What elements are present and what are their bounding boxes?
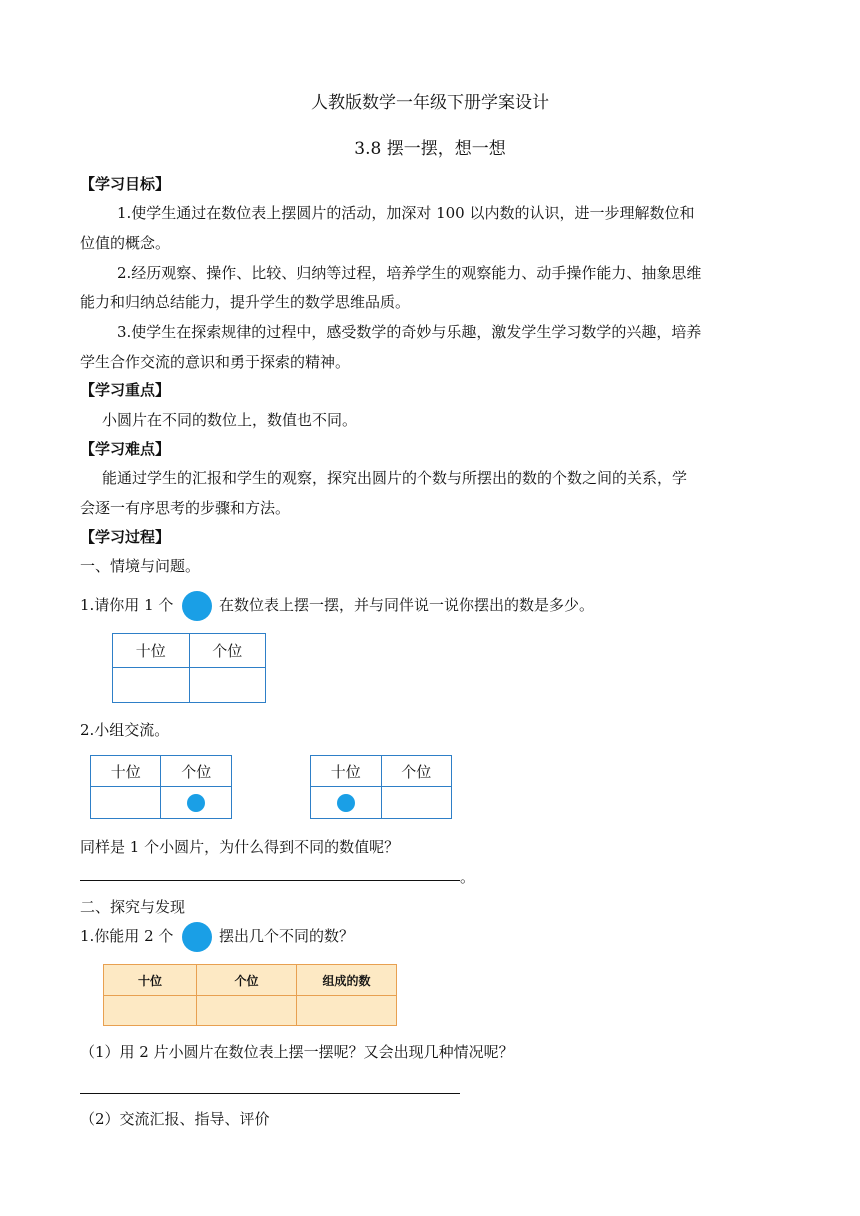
doc-title: 人教版数学一年级下册学案设计 xyxy=(311,93,549,113)
objective-2-line1: 2.经历观察、操作、比较、归纳等过程，培养学生的观察能力、动手操作能力、抽象思维 xyxy=(117,264,702,282)
blue-circle-icon xyxy=(337,794,355,812)
part1-q1-before: 1.请你用 1 个 xyxy=(80,596,174,614)
ones-header: 个位 xyxy=(197,965,297,996)
blue-circle-icon xyxy=(182,591,212,621)
part2-sub2: （2）交流汇报、指导、评价 xyxy=(80,1110,270,1128)
blue-circle-icon xyxy=(182,922,212,952)
key-points-text: 小圆片在不同的数位上，数值也不同。 xyxy=(102,411,358,429)
part1-q1-after: 在数位表上摆一摆，并与同伴说一说你摆出的数是多少。 xyxy=(218,596,594,614)
number-formed-cell xyxy=(297,996,397,1026)
answer-line xyxy=(80,880,460,881)
tens-cell xyxy=(91,787,161,819)
ones-cell xyxy=(197,996,297,1026)
part1-why-question: 同样是 1 个小圆片，为什么得到不同的数值呢？ xyxy=(80,838,400,856)
tens-header: 十位 xyxy=(113,634,190,668)
ones-cell xyxy=(161,787,232,819)
objective-1-line2: 位值的概念。 xyxy=(80,234,171,252)
tens-cell xyxy=(311,787,382,819)
part1-question1 xyxy=(80,591,594,621)
part1-heading: 一、情境与问题。 xyxy=(80,557,201,575)
part2-heading: 二、探究与发现 xyxy=(80,898,186,916)
doc-subtitle: 3.8 摆一摆，想一想 xyxy=(354,139,506,159)
place-value-table-1 xyxy=(112,633,266,703)
key-points-heading: 【学习重点】 xyxy=(80,381,171,399)
part2-question1 xyxy=(80,922,354,952)
place-value-table-3 xyxy=(310,755,452,819)
ones-cell xyxy=(381,787,452,819)
objectives-heading: 【学习目标】 xyxy=(80,175,171,193)
difficulties-line2: 会逐一有序思考的步骤和方法。 xyxy=(80,499,291,517)
composition-table xyxy=(103,964,397,1026)
tens-header: 十位 xyxy=(91,756,161,787)
part2-q1-after: 摆出几个不同的数？ xyxy=(218,927,354,945)
objective-1-line1: 1.使学生通过在数位表上摆圆片的活动，加深对 100 以内数的认识，进一步理解数位和 xyxy=(117,204,695,222)
process-heading: 【学习过程】 xyxy=(80,528,171,546)
tens-header: 十位 xyxy=(104,965,197,996)
objective-3-line2: 学生合作交流的意识和勇于探索的精神。 xyxy=(80,353,351,371)
part1-question2: 2.小组交流。 xyxy=(80,721,170,739)
tens-header: 十位 xyxy=(311,756,382,787)
number-formed-header: 组成的数 xyxy=(297,965,397,996)
part2-sub1: （1）用 2 片小圆片在数位表上摆一摆呢？又会出现几种情况呢？ xyxy=(80,1043,514,1061)
objective-2-line2: 能力和归纳总结能力，提升学生的数学思维品质。 xyxy=(80,293,411,311)
difficulties-heading: 【学习难点】 xyxy=(80,440,171,458)
part2-q1-before: 1.你能用 2 个 xyxy=(80,927,174,945)
place-value-table-2 xyxy=(90,755,232,819)
answer-line xyxy=(80,1093,460,1094)
ones-header: 个位 xyxy=(381,756,452,787)
answer-period: 。 xyxy=(460,868,476,886)
ones-header: 个位 xyxy=(189,634,266,668)
difficulties-line1: 能通过学生的汇报和学生的观察，探究出圆片的个数与所摆出的数的个数之间的关系，学 xyxy=(102,469,688,487)
objective-3-line1: 3.使学生在探索规律的过程中，感受数学的奇妙与乐趣，激发学生学习数学的兴趣，培养 xyxy=(117,323,702,341)
ones-header: 个位 xyxy=(161,756,232,787)
blue-circle-icon xyxy=(187,794,205,812)
tens-cell xyxy=(113,668,190,703)
tens-cell xyxy=(104,996,197,1026)
ones-cell xyxy=(189,668,266,703)
